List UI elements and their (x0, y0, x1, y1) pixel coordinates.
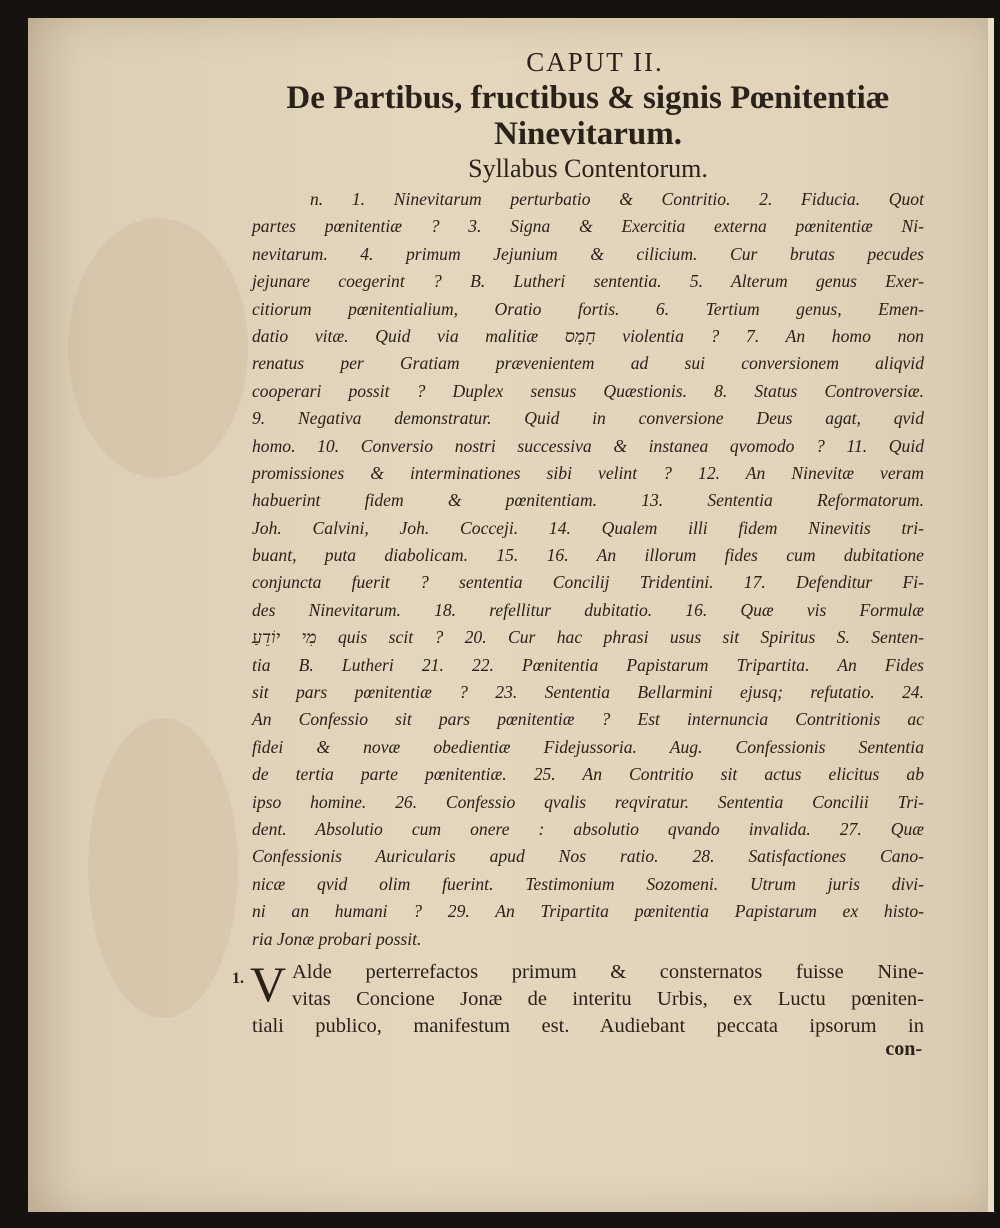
summary-line: promissiones & interminationes sibi velint ? 12. An Ninevitæ veram (252, 462, 924, 483)
summary-line: fidei & novæ obedientiæ Fidejussoria. Aug. Confessionis Sententia (252, 736, 924, 757)
body-paragraph (232, 955, 924, 1040)
summary-line: 9. Negativa demonstratur. Quid in conversione Deus agat, qvid (252, 408, 924, 429)
summary-line: conjuncta fuerit ? sententia Concilij Tridentini. 17. Defenditur Fi- (252, 572, 924, 593)
summary-line: ipso homine. 26. Confessio qvalis reqviratur. Sententia Concilii Tri- (252, 791, 924, 812)
summary-line: ni an humani ? 29. An Tripartita pœnitentia Papistarum ex histo- (252, 901, 924, 922)
chapter-title-line-2: Ninevitarum. (494, 116, 682, 152)
paper-stain (88, 718, 238, 1018)
drop-capital: V (250, 955, 287, 1012)
chapter-title-line-1: De Partibus, fructibus & signis Pœnitentiæ (286, 80, 890, 116)
summary-line: partes pœnitentiæ ? 3. Signa & Exercitia externa pœnitentiæ Ni- (252, 216, 924, 237)
paper-stain (68, 218, 248, 478)
summary-line: renatus per Gratiam prævenientem ad sui conversionem aliqvid (252, 353, 924, 374)
page-edge (987, 18, 994, 1212)
summary-line: An Confessio sit pars pœnitentiæ ? Est internuncia Contritionis ac (252, 709, 924, 730)
paragraph-number: 1. (232, 969, 244, 987)
body-line: tiali publico, manifestum est. Audiebant peccata ipsorum in (252, 1014, 924, 1037)
summary-line: datio vitæ. Quid via malitiæ חָמָס violentia ? 7. An homo non (252, 325, 924, 346)
chapter-heading: CAPUT II. (526, 47, 664, 77)
summary-line: nicæ qvid olim fuerint. Testimonium Sozomeni. Utrum juris divi- (252, 873, 924, 894)
syllabus-heading: Syllabus Contentorum. (468, 154, 708, 183)
summary-line: de tertia parte pœnitentiæ. 25. An Contritio sit actus elicitus ab (252, 764, 924, 785)
syllabus-summary (252, 186, 924, 953)
summary-line: buant, puta diabolicam. 15. 16. An illorum fides cum dubitatione (252, 545, 924, 566)
body-line: vitas Concione Jonæ de interitu Urbis, ex Luctu pœniten- (292, 987, 924, 1010)
summary-line: Confessionis Auricularis apud Nos ratio. 28. Satisfactiones Cano- (252, 846, 924, 867)
summary-line: מִי יוֹדֵעַ quis scit ? 20. Cur hac phrasi usus sit Spiritus S. Senten- (252, 627, 924, 648)
summary-line: citiorum pœnitentialium, Oratio fortis. 6. Tertium genus, Emen- (252, 298, 924, 319)
summary-line: habuerint fidem & pœnitentiam. 13. Sententia Reformatorum. (252, 490, 924, 511)
summary-line: n. 1. Ninevitarum perturbatio & Contritio. 2. Fiducia. Quot (310, 189, 924, 209)
catchword: con- (885, 1037, 922, 1060)
text-block (232, 46, 924, 1061)
body-line: Alde perterrefactos primum & consternatos fuisse Nine- (292, 960, 924, 983)
summary-line: jejunare coegerint ? B. Lutheri sententia. 5. Alterum genus Exer- (252, 271, 924, 292)
summary-line: ria Jonæ probari possit. (252, 928, 422, 949)
summary-line: tia B. Lutheri 21. 22. Pœnitentia Papistarum Tripartita. An Fides (252, 654, 924, 675)
summary-line: homo. 10. Conversio nostri successiva & instanea qvomodo ? 11. Quid (252, 435, 924, 456)
summary-line: dent. Absolutio cum onere : absolutio qvando invalida. 27. Quæ (252, 818, 924, 839)
summary-line: Joh. Calvini, Joh. Cocceji. 14. Qualem illi fidem Ninevitis tri- (252, 517, 924, 538)
summary-line: cooperari possit ? Duplex sensus Quæstionis. 8. Status Controversiæ. (252, 380, 924, 401)
chapter-title (252, 80, 924, 152)
summary-line: nevitarum. 4. primum Jejunium & cilicium. Cur brutas pecudes (252, 243, 924, 264)
summary-line: sit pars pœnitentiæ ? 23. Sententia Bellarmini ejusq; refutatio. 24. (252, 682, 924, 703)
summary-line: des Ninevitarum. 18. refellitur dubitatio. 16. Quæ vis Formulæ (252, 599, 924, 620)
